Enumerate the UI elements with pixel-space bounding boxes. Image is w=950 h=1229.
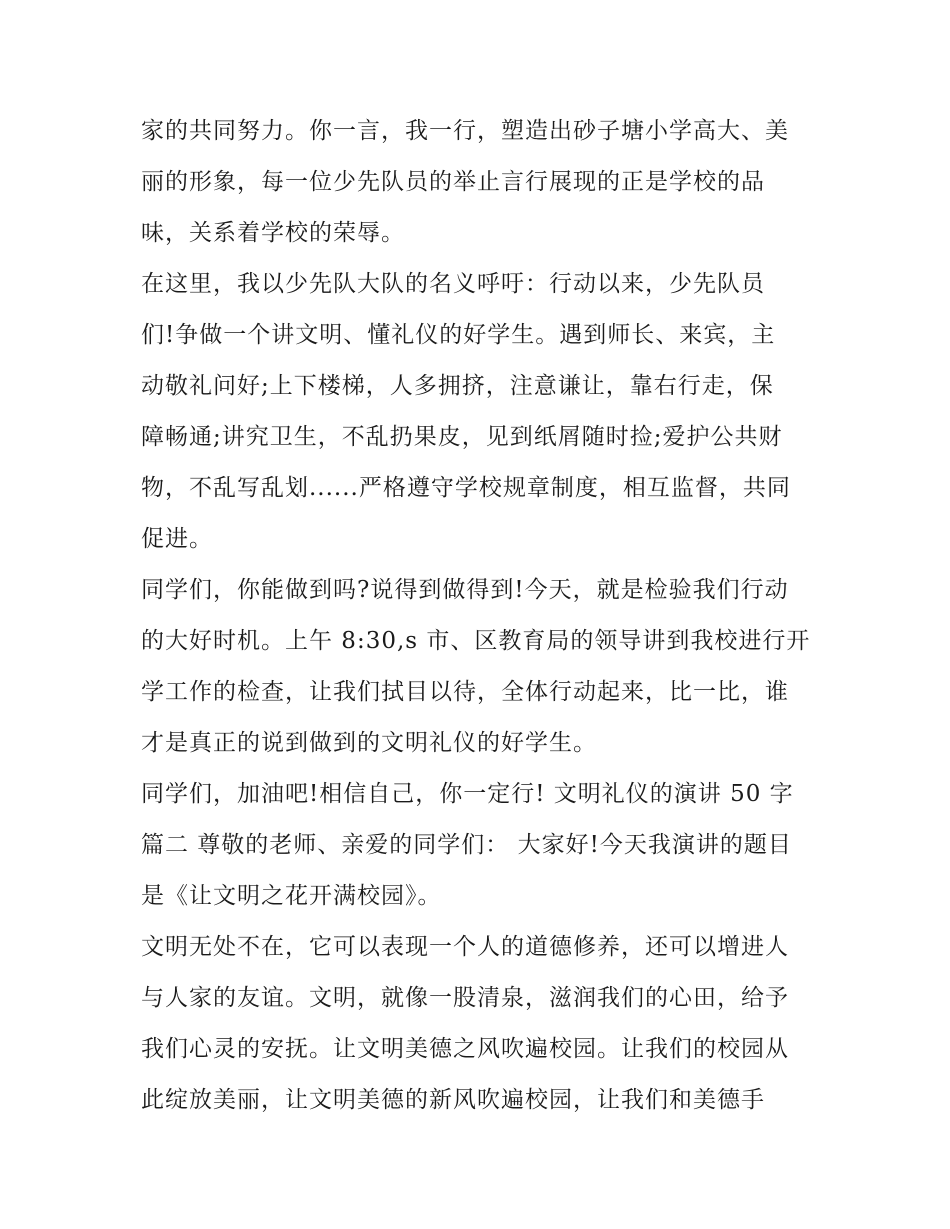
text-line: 同学们，你能做到吗?说得到做得到!今天，就是检验我们行动 — [141, 577, 789, 603]
text-line: 在这里，我以少先队大队的名义呼吁：行动以来，少先队员 — [141, 271, 765, 297]
text-line: 学工作的检查，让我们拭目以待，全体行动起来，比一比，谁 — [141, 679, 789, 705]
text-line: 丽的形象，每一位少先队员的举止言行展现的正是学校的品 — [141, 169, 765, 195]
text-line: 物，不乱写乱划......严格遵守学校规章制度，相互监督，共同 — [141, 475, 791, 501]
text-line: 文明无处不在，它可以表现一个人的道德修养，还可以增进人 — [141, 934, 789, 960]
text-line: 的大好时机。上午 8:30,s 市、区教育局的领导讲到我校进行开 — [141, 628, 811, 654]
text-line: 我们心灵的安抚。让文明美德之风吹遍校园。让我们的校园从 — [141, 1036, 789, 1062]
text-line: 篇二 尊敬的老师、亲爱的同学们： 大家好!今天我演讲的题目 — [141, 832, 792, 858]
text-line: 此绽放美丽，让文明美德的新风吹遍校园，让我们和美德手 — [141, 1087, 765, 1113]
text-line: 促进。 — [141, 526, 213, 552]
text-line: 障畅通;讲究卫生，不乱扔果皮，见到纸屑随时捡;爱护公共财 — [141, 424, 783, 450]
text-line: 才是真正的说到做到的文明礼仪的好学生。 — [141, 730, 597, 756]
text-line: 家的共同努力。你一言，我一行，塑造出砂子塘小学高大、美 — [141, 118, 789, 144]
text-line: 是《让文明之花开满校园》。 — [141, 883, 442, 909]
text-line: 们!争做一个讲文明、懂礼仪的好学生。遇到师长、来宾，主 — [141, 322, 776, 348]
text-line: 与人家的友谊。文明，就像一股清泉，滋润我们的心田，给予 — [141, 985, 789, 1011]
text-line: 动敬礼问好;上下楼梯，人多拥挤，注意谦让，靠右行走，保 — [141, 373, 774, 399]
text-line: 味，关系着学校的荣辱。 — [141, 220, 405, 246]
document-body — [141, 106, 821, 1126]
text-line: 同学们，加油吧!相信自己，你一定行! 文明礼仪的演讲 50 字 — [141, 781, 794, 807]
